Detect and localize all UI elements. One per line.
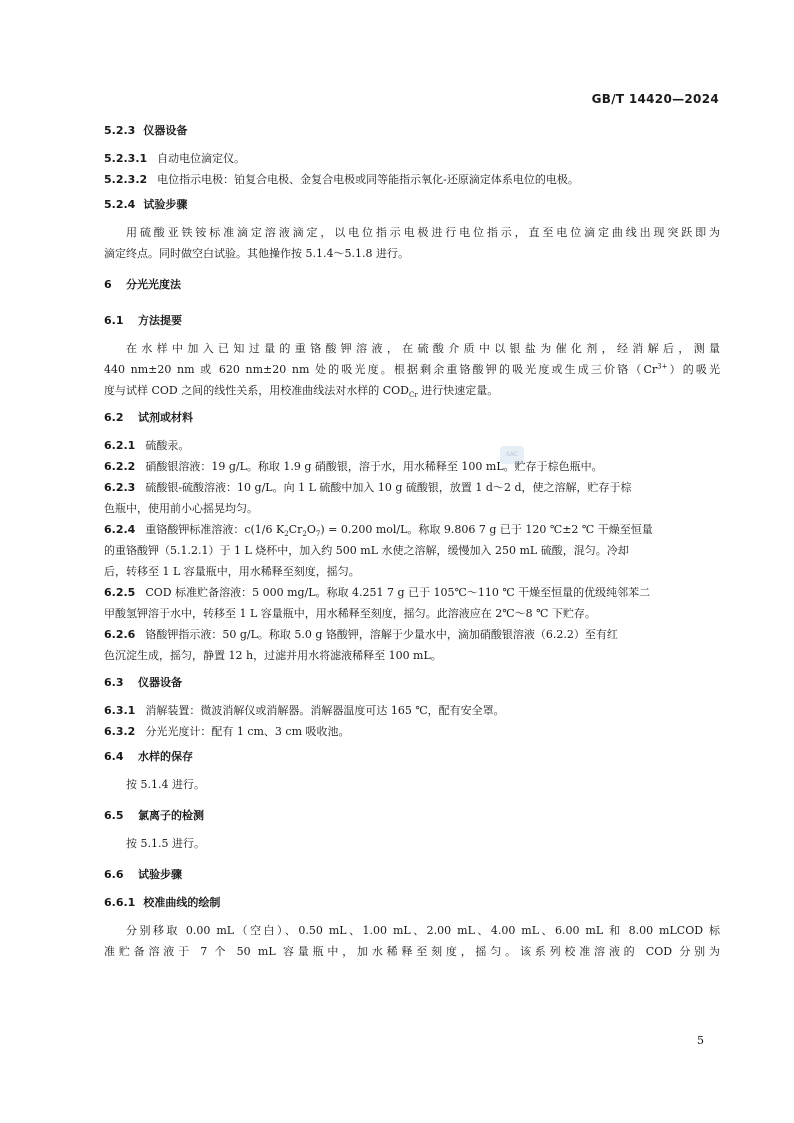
paragraph-6-6-1-line2: 准贮备溶液于 7 个 50 mL 容量瓶中，加水稀释至刻度，摇匀。该系列校准溶液的 COD 分别为 <box>104 945 720 958</box>
clause-6-2-4-cont1: 的重铬酸钾（5.1.2.1）于 1 L 烧杯中，加入约 500 mL 水使之溶解，缓慢加入 250 mL 硫酸，混匀。冷却 <box>104 544 629 557</box>
heading-6-6-1: 6.6.1 校准曲线的绘制 <box>104 896 221 909</box>
page-number: 5 <box>697 1034 704 1047</box>
clause-6-2-5: 6.2.5 COD 标准贮备溶液：5 000 mg/L。称取 4.251 7 g 已于 105℃～110 ℃ 干燥至恒量的优级纯邻苯二 <box>104 586 651 599</box>
paragraph-6-1-line1: 在水样中加入已知过量的重铬酸钾溶液，在硫酸介质中以银盐为催化剂，经消解后，测量 <box>126 342 720 355</box>
heading-5-2-4: 5.2.4 试验步骤 <box>104 198 188 211</box>
paragraph-5-2-4-line1: 用硫酸亚铁铵标准滴定溶液滴定，以电位指示电极进行电位指示，直至电位滴定曲线出现突跃即为 <box>126 226 720 239</box>
clause-6-2-3-cont: 色瓶中，使用前小心摇晃均匀。 <box>104 502 258 515</box>
heading-6: 6 分光光度法 <box>104 278 181 291</box>
paragraph-6-1-line2: 440 nm±20 nm 或 620 nm±20 nm 处的吸光度。根据剩余重铬酸钾的吸光度或生成三价铬$(Cr^{3+})$的吸光 <box>104 362 720 376</box>
clause-6-3-2: 6.3.2 分光光度计：配有 1 cm、3 cm 吸收池。 <box>104 725 350 738</box>
paragraph-6-5: 按 5.1.5 进行。 <box>126 837 205 850</box>
heading-6-5: 6.5 氯离子的检测 <box>104 809 204 822</box>
clause-6-3-1: 6.3.1 消解装置：微波消解仪或消解器。消解器温度可达 165 ℃，配有安全罩。 <box>104 704 505 717</box>
heading-6-3: 6.3 仪器设备 <box>104 676 182 689</box>
heading-6-2: 6.2 试剂或材料 <box>104 411 193 424</box>
clause-6-2-6-cont: 色沉淀生成，摇匀，静置 12 h，过滤并用水将滤液稀释至 100 mL。 <box>104 649 442 662</box>
document-body <box>104 124 720 962</box>
clause-5-2-3-1: 5.2.3.1 自动电位滴定仪。 <box>104 152 246 165</box>
paragraph-6-4: 按 5.1.4 进行。 <box>126 778 205 791</box>
clause-6-2-5-cont: 甲酸氢钾溶于水中，转移至 1 L 容量瓶中，用水稀释至刻度，摇匀。此溶液应在 2℃～8 ℃ 下贮存。 <box>104 607 596 620</box>
paragraph-6-6-1-line1: 分别移取 0.00 mL（空白）、0.50 mL、1.00 mL、2.00 mL、4.00 mL、6.00 mL 和 8.00 mLCOD 标 <box>126 924 720 937</box>
paragraph-6-1-line3: 度与试样 COD 之间的线性关系，用校准曲线法对水样的 $COD_{Cr}$ 进行快速定量。 <box>104 384 499 400</box>
paragraph-5-2-4-line2: 滴定终点。同时做空白试验。其他操作按 5.1.4～5.1.8 进行。 <box>104 247 409 260</box>
heading-6-4: 6.4 水样的保存 <box>104 750 193 763</box>
heading-6-6: 6.6 试验步骤 <box>104 868 182 881</box>
clause-6-2-3: 6.2.3 硫酸银-硫酸溶液：10 g/L。向 1 L 硫酸中加入 10 g 硫酸银，放置 1 d～2 d，使之溶解，贮存于棕 <box>104 481 632 494</box>
heading-5-2-3: 5.2.3 仪器设备 <box>104 124 188 137</box>
heading-6-1: 6.1 方法提要 <box>104 314 182 327</box>
clause-6-2-4-cont2: 后，转移至 1 L 容量瓶中，用水稀释至刻度，摇匀。 <box>104 565 360 578</box>
clause-5-2-3-2: 5.2.3.2 电位指示电极：铂复合电极、金复合电极或同等能指示氧化-还原滴定体系电位的电极。 <box>104 173 579 186</box>
clause-6-2-2: 6.2.2 硝酸银溶液：19 g/L。称取 1.9 g 硝酸银，溶于水，用水稀释至 100 mL。贮存于棕色瓶中。 <box>104 460 603 473</box>
sac-watermark-logo: SAC <box>500 446 524 464</box>
clause-6-2-6: 6.2.6 铬酸钾指示液：50 g/L。称取 5.0 g 铬酸钾，溶解于少量水中，滴加硝酸银溶液（6.2.2）至有红 <box>104 628 618 641</box>
standard-number: GB/T 14420—2024 <box>591 92 719 106</box>
clause-6-2-1: 6.2.1 硫酸汞。 <box>104 439 190 452</box>
clause-6-2-4: 6.2.4 重铬酸钾标准溶液：c(1/6 $K_2Cr_2O_7) = 0.200$ mol/L。称取 9.806 7 g 已于 120 ℃±2 ℃ 干燥至恒量 <box>104 523 653 539</box>
